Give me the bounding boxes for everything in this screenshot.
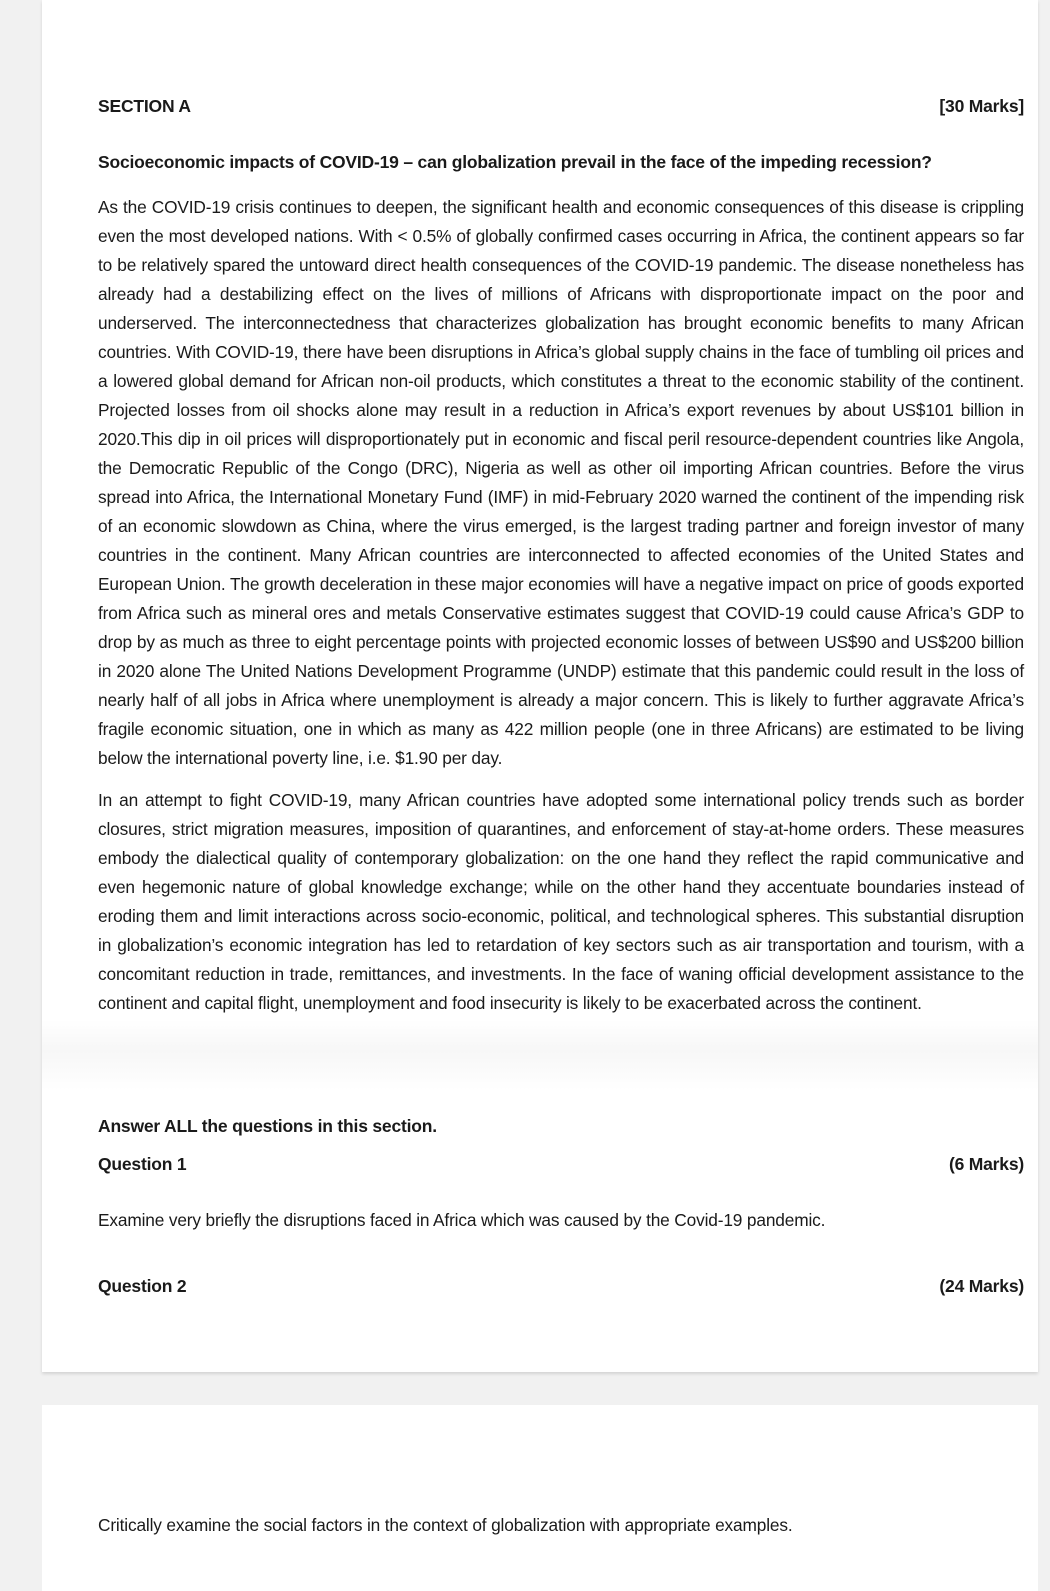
question-2-title: Question 2 (98, 1276, 187, 1296)
case-study-heading: Socioeconomic impacts of COVID-19 – can globalization prevail in the face of the impeding recession? (98, 152, 932, 172)
section-marks: [30 Marks] (939, 96, 1024, 116)
question-1-header (98, 1154, 1024, 1175)
case-study-paragraph-1: As the COVID-19 crisis continues to deepen, the significant health and economic consequences of this disease is crippling even the most developed nations. With < 0.5% of globally confirmed cases occurring in Africa, the continent appears so far to be relatively spared the untoward direct health consequences of the COVID-19 pandemic. The disease nonetheless has already had a destabilizing effect on the lives of millions of Africans with disproportionate impact on the poor and underserved. The interconnectedness that characterizes globalization has brought economic benefits to many African countries. With COVID-19, there have been disruptions in Africa’s global supply chains in the face of tumbling oil prices and a lowered global demand for African non-oil products, which constitutes a threat to the economic stability of the continent. Projected losses from oil shocks alone may result in a reduction in Africa’s export revenues by about US$101 billion in 2020.This dip in oil prices will disproportionately put in economic and fiscal peril resource-dependent countries like Angola, the Democratic Republic of the Congo (DRC), Nigeria as well as other oil importing African countries. Before the virus spread into Africa, the International Monetary Fund (IMF) in mid-February 2020 warned the continent of the impending risk of an economic slowdown as China, where the virus emerged, is the largest trading partner and foreign investor of many countries in the continent. Many African countries are interconnected to affected economies of the United States and European Union. The growth deceleration in these major economies will have a negative impact on price of goods exported from Africa such as mineral ores and metals Conservative estimates suggest that COVID-19 could cause Africa’s GDP to drop by as much as three to eight percentage points with projected economic losses of between US$90 and US$200 billion in 2020 alone The United Nations Development Programme (UNDP) estimate that this pandemic could result in the loss of nearly half of all jobs in Africa where unemployment is already a major concern. This is likely to further aggravate Africa’s fragile economic situation, one in which as many as 422 million people (one in three Africans) are estimated to be living below the international poverty line, i.e. $1.90 per day. (98, 197, 1024, 768)
question-2-header (98, 1276, 1024, 1297)
document-page-1 (42, 0, 1038, 1372)
instructions: Answer ALL the questions in this section. (98, 1116, 437, 1136)
question-2-marks: (24 Marks) (939, 1276, 1024, 1296)
question-2-text: Critically examine the social factors in the context of globalization with appropriate examples. (98, 1515, 793, 1535)
question-1-marks: (6 Marks) (948, 1154, 1024, 1174)
section-title: SECTION A (98, 96, 191, 116)
question-1-text: Examine very briefly the disruptions faced in Africa which was caused by the Covid-19 pandemic. (98, 1210, 826, 1230)
case-study-paragraph-2: In an attempt to fight COVID-19, many African countries have adopted some international policy trends such as border closures, strict migration measures, imposition of quarantines, and enforcement of stay-at-home orders. These measures embody the dialectical quality of contemporary globalization: on the one hand they reflect the rapid communicative and even hegemonic nature of global knowledge exchange; while on the other hand they accentuate boundaries instead of eroding them and limit interactions across socio-economic, political, and technological spheres. This substantial disruption in globalization’s economic integration has led to retardation of key sectors such as air transportation and tourism, with a concomitant reduction in trade, remittances, and investments. In the face of waning official development assistance to the continent and capital flight, unemployment and food insecurity is likely to be exacerbated across the continent. (98, 790, 1024, 1013)
section-header (98, 96, 1024, 117)
document-page-2 (42, 1405, 1038, 1591)
question-1-title: Question 1 (98, 1154, 187, 1174)
scan-artifact (42, 1020, 1038, 1090)
